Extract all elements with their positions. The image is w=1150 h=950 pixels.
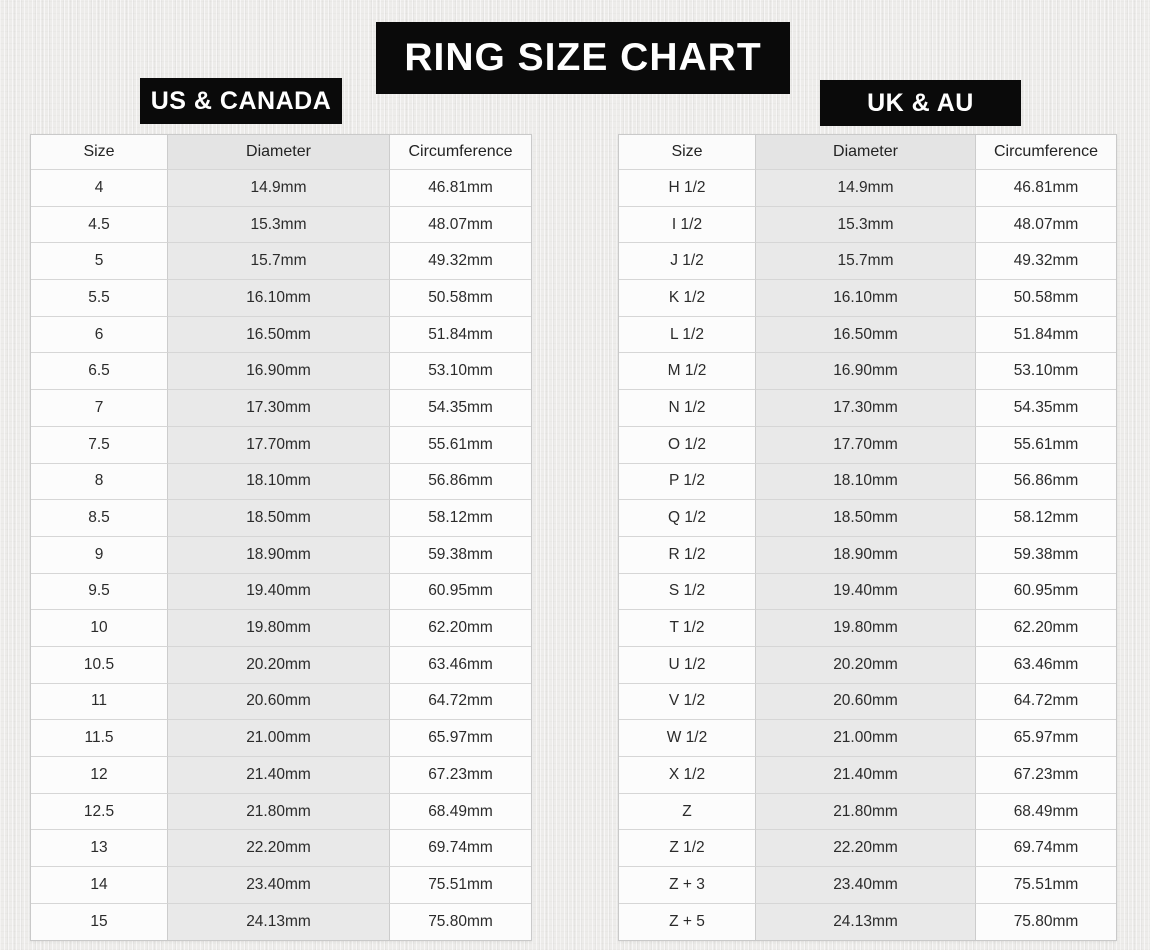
table-cell: 60.95mm — [976, 574, 1116, 611]
table-cell: 18.90mm — [168, 537, 390, 574]
table-cell: W 1/2 — [619, 720, 756, 757]
column-header-circumference: Circumference — [976, 135, 1116, 170]
table-cell: 50.58mm — [390, 280, 531, 317]
table-cell: 16.90mm — [756, 353, 976, 390]
size-table-uk-au — [618, 134, 1117, 941]
column-header-size: Size — [619, 135, 756, 170]
table-cell: 16.50mm — [756, 317, 976, 354]
table-cell: 46.81mm — [390, 170, 531, 207]
table-cell: 19.40mm — [756, 574, 976, 611]
table-cell: 58.12mm — [976, 500, 1116, 537]
table-cell: 56.86mm — [976, 464, 1116, 501]
table-cell: 69.74mm — [390, 830, 531, 867]
table-cell: T 1/2 — [619, 610, 756, 647]
table-cell: 20.20mm — [756, 647, 976, 684]
table-cell: Z 1/2 — [619, 830, 756, 867]
table-cell: 55.61mm — [390, 427, 531, 464]
table-cell: 14.9mm — [168, 170, 390, 207]
table-cell: L 1/2 — [619, 317, 756, 354]
table-cell: V 1/2 — [619, 684, 756, 721]
table-cell: M 1/2 — [619, 353, 756, 390]
table-cell: 20.20mm — [168, 647, 390, 684]
table-cell: 7 — [31, 390, 168, 427]
page-title: RING SIZE CHART — [376, 22, 790, 94]
table-cell: 59.38mm — [390, 537, 531, 574]
table-cell: 51.84mm — [976, 317, 1116, 354]
table-cell: 24.13mm — [168, 904, 390, 941]
table-cell: Z + 3 — [619, 867, 756, 904]
table-cell: N 1/2 — [619, 390, 756, 427]
table-cell: 68.49mm — [976, 794, 1116, 831]
column-header-diameter: Diameter — [168, 135, 390, 170]
table-cell: O 1/2 — [619, 427, 756, 464]
size-table-us-canada — [30, 134, 532, 941]
table-cell: S 1/2 — [619, 574, 756, 611]
table-cell: 63.46mm — [390, 647, 531, 684]
table-cell: Q 1/2 — [619, 500, 756, 537]
table-cell: 21.80mm — [168, 794, 390, 831]
table-cell: 67.23mm — [976, 757, 1116, 794]
table-cell: 15.3mm — [168, 207, 390, 244]
table-cell: 18.90mm — [756, 537, 976, 574]
table-cell: 59.38mm — [976, 537, 1116, 574]
table-cell: 15 — [31, 904, 168, 941]
table-cell: R 1/2 — [619, 537, 756, 574]
table-cell: 23.40mm — [168, 867, 390, 904]
table-cell: J 1/2 — [619, 243, 756, 280]
table-cell: 50.58mm — [976, 280, 1116, 317]
table-cell: 75.51mm — [976, 867, 1116, 904]
table-cell: 60.95mm — [390, 574, 531, 611]
table-cell: 48.07mm — [976, 207, 1116, 244]
table-cell: 11.5 — [31, 720, 168, 757]
table-cell: Z — [619, 794, 756, 831]
table-cell: 9.5 — [31, 574, 168, 611]
table-cell: 55.61mm — [976, 427, 1116, 464]
table-cell: 8.5 — [31, 500, 168, 537]
table-cell: 7.5 — [31, 427, 168, 464]
region-label-uk-au: UK & AU — [820, 80, 1021, 126]
table-cell: 22.20mm — [168, 830, 390, 867]
table-cell: 24.13mm — [756, 904, 976, 941]
table-cell: 6.5 — [31, 353, 168, 390]
table-cell: 17.70mm — [756, 427, 976, 464]
table-cell: 16.10mm — [756, 280, 976, 317]
table-cell: 54.35mm — [976, 390, 1116, 427]
table-cell: 65.97mm — [976, 720, 1116, 757]
table-cell: 17.70mm — [168, 427, 390, 464]
table-cell: 58.12mm — [390, 500, 531, 537]
table-cell: 63.46mm — [976, 647, 1116, 684]
table-cell: 53.10mm — [390, 353, 531, 390]
table-cell: 22.20mm — [756, 830, 976, 867]
table-cell: 21.80mm — [756, 794, 976, 831]
table-cell: 12.5 — [31, 794, 168, 831]
table-cell: 15.3mm — [756, 207, 976, 244]
table-cell: 21.00mm — [756, 720, 976, 757]
table-cell: 49.32mm — [976, 243, 1116, 280]
table-cell: 67.23mm — [390, 757, 531, 794]
table-cell: 14.9mm — [756, 170, 976, 207]
table-cell: 9 — [31, 537, 168, 574]
table-cell: 16.10mm — [168, 280, 390, 317]
table-cell: 17.30mm — [168, 390, 390, 427]
table-cell: 16.50mm — [168, 317, 390, 354]
table-cell: X 1/2 — [619, 757, 756, 794]
table-cell: 75.80mm — [976, 904, 1116, 941]
table-cell: 11 — [31, 684, 168, 721]
table-cell: 75.80mm — [390, 904, 531, 941]
region-label-us-canada: US & CANADA — [140, 78, 342, 124]
table-cell: 15.7mm — [168, 243, 390, 280]
table-cell: 4.5 — [31, 207, 168, 244]
table-cell: 21.40mm — [168, 757, 390, 794]
table-cell: H 1/2 — [619, 170, 756, 207]
table-cell: 16.90mm — [168, 353, 390, 390]
column-header-diameter: Diameter — [756, 135, 976, 170]
table-cell: 54.35mm — [390, 390, 531, 427]
table-cell: 12 — [31, 757, 168, 794]
table-cell: 68.49mm — [390, 794, 531, 831]
table-cell: 51.84mm — [390, 317, 531, 354]
table-cell: K 1/2 — [619, 280, 756, 317]
table-cell: 20.60mm — [756, 684, 976, 721]
table-cell: 19.80mm — [168, 610, 390, 647]
table-cell: 13 — [31, 830, 168, 867]
table-cell: 49.32mm — [390, 243, 531, 280]
column-header-circumference: Circumference — [390, 135, 531, 170]
table-cell: 46.81mm — [976, 170, 1116, 207]
table-cell: 18.50mm — [756, 500, 976, 537]
table-cell: 5 — [31, 243, 168, 280]
table-cell: 65.97mm — [390, 720, 531, 757]
table-cell: 21.00mm — [168, 720, 390, 757]
table-cell: 64.72mm — [976, 684, 1116, 721]
table-cell: 75.51mm — [390, 867, 531, 904]
table-cell: 53.10mm — [976, 353, 1116, 390]
table-cell: U 1/2 — [619, 647, 756, 684]
table-cell: 8 — [31, 464, 168, 501]
table-cell: 64.72mm — [390, 684, 531, 721]
table-cell: P 1/2 — [619, 464, 756, 501]
table-cell: 5.5 — [31, 280, 168, 317]
table-cell: 10.5 — [31, 647, 168, 684]
table-cell: 10 — [31, 610, 168, 647]
table-cell: Z + 5 — [619, 904, 756, 941]
table-cell: 19.40mm — [168, 574, 390, 611]
table-cell: 4 — [31, 170, 168, 207]
table-cell: 18.50mm — [168, 500, 390, 537]
table-cell: I 1/2 — [619, 207, 756, 244]
table-cell: 62.20mm — [390, 610, 531, 647]
table-cell: 20.60mm — [168, 684, 390, 721]
table-cell: 17.30mm — [756, 390, 976, 427]
table-cell: 18.10mm — [756, 464, 976, 501]
table-cell: 19.80mm — [756, 610, 976, 647]
column-header-size: Size — [31, 135, 168, 170]
table-cell: 14 — [31, 867, 168, 904]
table-cell: 62.20mm — [976, 610, 1116, 647]
table-cell: 56.86mm — [390, 464, 531, 501]
table-cell: 18.10mm — [168, 464, 390, 501]
table-cell: 21.40mm — [756, 757, 976, 794]
table-cell: 6 — [31, 317, 168, 354]
table-cell: 15.7mm — [756, 243, 976, 280]
table-cell: 48.07mm — [390, 207, 531, 244]
table-cell: 23.40mm — [756, 867, 976, 904]
table-cell: 69.74mm — [976, 830, 1116, 867]
